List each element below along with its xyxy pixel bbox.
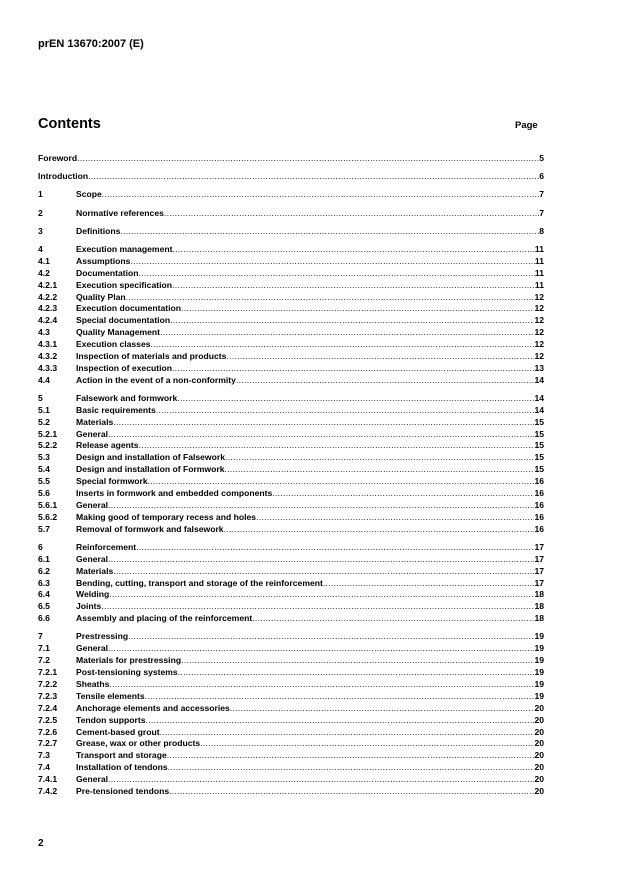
toc-entry-title[interactable]: General: [76, 499, 109, 510]
toc-entry[interactable]: [38, 524, 544, 536]
toc-dot-leader: [136, 542, 534, 554]
toc-entry[interactable]: [38, 774, 544, 786]
toc-dot-leader: [164, 208, 539, 220]
toc-entry-title[interactable]: Documentation: [76, 267, 139, 278]
toc-entry[interactable]: [38, 226, 544, 238]
toc-entry-number: 4.4: [38, 374, 50, 385]
toc-entry[interactable]: [38, 542, 544, 554]
toc-entry-page[interactable]: 18: [534, 613, 544, 624]
toc-entry-number: 7.2.1: [38, 667, 58, 678]
toc-entry[interactable]: [38, 268, 544, 280]
toc-dot-leader: [170, 315, 534, 327]
toc-entry[interactable]: [38, 208, 544, 220]
toc-entry-number: 3: [38, 225, 43, 236]
toc-entry-title[interactable]: Bending, cutting, transport and storage of the reinforcement: [76, 577, 323, 588]
toc-entry-title[interactable]: Transport and storage: [76, 750, 167, 761]
toc-entry[interactable]: [38, 500, 544, 512]
toc-entry-page[interactable]: 12: [534, 315, 544, 326]
toc-dot-leader: [167, 750, 535, 762]
toc-dot-leader: [148, 476, 535, 488]
toc-entry-title[interactable]: Post-tensioning systems: [76, 667, 178, 678]
toc-entry[interactable]: [38, 189, 544, 201]
toc-dot-leader: [160, 727, 535, 739]
toc-entry[interactable]: [38, 703, 544, 715]
toc-entry-title[interactable]: Assumptions: [76, 255, 131, 266]
toc-dot-leader: [200, 738, 534, 750]
toc-entry-title[interactable]: Assembly and placing of the reinforcement: [76, 613, 253, 624]
toc-dot-leader: [225, 464, 535, 476]
toc-dot-leader: [177, 393, 534, 405]
toc-entry-page[interactable]: 5: [539, 153, 544, 163]
toc-entry-page[interactable]: 17: [534, 577, 544, 588]
toc-entry-title[interactable]: Materials: [76, 565, 114, 576]
toc-entry-number: 7.4.2: [38, 786, 58, 797]
toc-entry-page[interactable]: 11: [534, 243, 544, 254]
toc-entry[interactable]: [38, 375, 544, 387]
toc-entry-number: 4.2.3: [38, 303, 58, 314]
toc-entry-number: 4.2.1: [38, 279, 58, 290]
toc-entry[interactable]: [38, 554, 544, 566]
toc-entry-number: 5.5: [38, 476, 50, 487]
contents-heading: Contents: [38, 116, 101, 132]
toc-entry-number: 4.3: [38, 327, 50, 338]
toc-dot-leader: [168, 762, 535, 774]
toc-entry-number: 7: [38, 631, 43, 642]
toc-dot-leader: [113, 417, 534, 429]
toc-entry[interactable]: [38, 417, 544, 429]
toc-entry-title[interactable]: Design and installation of Formwork: [76, 464, 225, 475]
toc-entry-page[interactable]: 15: [534, 452, 544, 463]
toc-entry-number: 5.4: [38, 464, 50, 475]
toc-entry[interactable]: [38, 429, 544, 441]
toc-entry[interactable]: [38, 691, 544, 703]
toc-entry-page[interactable]: 15: [534, 428, 544, 439]
toc-entry-title[interactable]: Inspection of materials and products: [76, 350, 227, 361]
toc-entry-page[interactable]: 20: [534, 774, 544, 785]
toc-entry-page[interactable]: 7: [539, 189, 544, 200]
toc-entry-title[interactable]: Normative references: [76, 207, 164, 218]
toc-entry-page[interactable]: 18: [534, 601, 544, 612]
toc-entry[interactable]: [38, 327, 544, 339]
toc-entry-page[interactable]: 20: [534, 738, 544, 749]
toc-entry-number: 2: [38, 207, 43, 218]
toc-entry-number: 5.1: [38, 404, 50, 415]
toc-entry[interactable]: [38, 613, 544, 625]
toc-entry-page[interactable]: 16: [534, 488, 544, 499]
toc-entry[interactable]: [38, 601, 544, 613]
table-of-contents: [38, 153, 544, 798]
toc-dot-leader: [128, 631, 534, 643]
toc-entry-title[interactable]: Introduction: [38, 171, 89, 182]
toc-entry-title[interactable]: Release agents: [76, 440, 139, 451]
toc-entry-page[interactable]: 6: [539, 171, 544, 182]
toc-entry-title[interactable]: General: [76, 428, 109, 439]
toc-entry[interactable]: [38, 679, 544, 691]
toc-dot-leader: [126, 292, 535, 304]
toc-entry-title[interactable]: Foreword: [38, 153, 78, 163]
toc-entry-number: 5.2.2: [38, 440, 58, 451]
toc-dot-leader: [113, 566, 534, 578]
toc-dot-leader: [139, 268, 535, 280]
toc-entry-title[interactable]: Removal of formwork and falsework: [76, 523, 224, 534]
toc-entry-number: 6: [38, 541, 43, 552]
toc-entry-page[interactable]: 20: [534, 750, 544, 761]
toc-dot-leader: [225, 452, 534, 464]
toc-entry[interactable]: [38, 715, 544, 727]
toc-entry-page[interactable]: 16: [534, 523, 544, 534]
toc-entry-number: 6.1: [38, 553, 50, 564]
toc-entry[interactable]: [38, 405, 544, 417]
toc-entry-page[interactable]: 11: [534, 255, 544, 266]
toc-entry[interactable]: [38, 476, 544, 488]
toc-entry-title[interactable]: Anchorage elements and accessories: [76, 702, 230, 713]
toc-entry-number: 5.2: [38, 416, 50, 427]
toc-entry-number: 7.2.6: [38, 726, 58, 737]
toc-dot-leader: [109, 679, 534, 691]
toc-entry[interactable]: [38, 631, 544, 643]
toc-dot-leader: [169, 786, 534, 798]
toc-dot-leader: [172, 280, 535, 292]
toc-entry-number: 7.4.1: [38, 774, 58, 785]
toc-entry[interactable]: [38, 589, 544, 601]
document-id: prEN 13670:2007 (E): [38, 38, 144, 50]
toc-entry-number: 4.2.4: [38, 315, 58, 326]
toc-entry[interactable]: [38, 303, 544, 315]
toc-entry[interactable]: [38, 256, 544, 268]
toc-entry[interactable]: [38, 566, 544, 578]
toc-entry-page[interactable]: 12: [534, 327, 544, 338]
toc-entry-page[interactable]: 8: [539, 225, 544, 236]
toc-entry-page[interactable]: 13: [534, 362, 544, 373]
toc-entry-title[interactable]: Making good of temporary recess and holes: [76, 511, 257, 522]
toc-entry[interactable]: [38, 452, 544, 464]
toc-entry[interactable]: [38, 244, 544, 256]
toc-entry-number: 6.3: [38, 577, 50, 588]
toc-entry-number: 7.1: [38, 643, 50, 654]
toc-entry[interactable]: [38, 440, 544, 452]
toc-dot-leader: [172, 363, 534, 375]
toc-dot-leader: [226, 351, 534, 363]
toc-entry-number: 5.6: [38, 488, 50, 499]
toc-entry-number: 6.6: [38, 613, 50, 624]
toc-entry-title[interactable]: Definitions: [76, 225, 121, 236]
toc-dot-leader: [120, 226, 539, 238]
toc-dot-leader: [108, 500, 534, 512]
page-number: 2: [38, 838, 44, 849]
toc-entry-number: 1: [38, 189, 43, 200]
toc-entry-number: 4.2: [38, 267, 50, 278]
toc-entry-title[interactable]: General: [76, 643, 109, 654]
toc-entry-page[interactable]: 16: [534, 499, 544, 510]
toc-entry[interactable]: [38, 393, 544, 405]
toc-dot-leader: [108, 774, 534, 786]
toc-entry-title[interactable]: Reinforcement: [76, 541, 137, 552]
toc-dot-leader: [151, 339, 535, 351]
toc-entry-number: 5.7: [38, 523, 50, 534]
toc-dot-leader: [224, 524, 535, 536]
toc-entry[interactable]: [38, 488, 544, 500]
toc-entry-page[interactable]: 20: [534, 726, 544, 737]
toc-entry-number: 7.2: [38, 655, 50, 666]
toc-dot-leader: [252, 613, 534, 625]
toc-entry-page[interactable]: 20: [534, 714, 544, 725]
toc-entry-page[interactable]: 20: [534, 762, 544, 773]
toc-entry-title[interactable]: Inspection of execution: [76, 362, 172, 373]
toc-entry[interactable]: [38, 153, 544, 165]
toc-entry-page[interactable]: 19: [534, 655, 544, 666]
toc-dot-leader: [181, 303, 534, 315]
toc-entry-page[interactable]: 19: [534, 690, 544, 701]
toc-dot-leader: [102, 189, 539, 201]
toc-entry-number: 7.3: [38, 750, 50, 761]
toc-entry-page[interactable]: 17: [534, 553, 544, 564]
toc-entry-title[interactable]: Grease, wax or other products: [76, 738, 201, 749]
toc-entry-title[interactable]: Design and installation of Falsework: [76, 452, 225, 463]
toc-entry-page[interactable]: 14: [534, 404, 544, 415]
toc-entry-title[interactable]: Quality Management: [76, 327, 161, 338]
toc-entry[interactable]: [38, 750, 544, 762]
toc-entry-title[interactable]: Installation of tendons: [76, 762, 168, 773]
toc-dot-leader: [323, 578, 535, 590]
toc-dot-leader: [130, 256, 534, 268]
toc-entry-title[interactable]: Quality Plan: [76, 291, 126, 302]
toc-entry-page[interactable]: 19: [534, 667, 544, 678]
toc-entry-page[interactable]: 15: [534, 440, 544, 451]
toc-entry-page[interactable]: 16: [534, 511, 544, 522]
toc-entry-number: 6.4: [38, 589, 50, 600]
toc-entry-page[interactable]: 12: [534, 339, 544, 350]
toc-entry[interactable]: [38, 738, 544, 750]
toc-entry-number: 4: [38, 243, 43, 254]
toc-entry-number: 4.3.1: [38, 339, 58, 350]
toc-entry-number: 5.6.2: [38, 511, 58, 522]
toc-entry-page[interactable]: 19: [534, 643, 544, 654]
toc-dot-leader: [77, 153, 539, 165]
toc-entry-page[interactable]: 20: [534, 702, 544, 713]
toc-entry-number: 7.2.3: [38, 690, 58, 701]
toc-entry[interactable]: [38, 315, 544, 327]
toc-entry-number: 7.2.4: [38, 702, 58, 713]
toc-entry-number: 5.6.1: [38, 499, 58, 510]
toc-dot-leader: [145, 691, 535, 703]
toc-entry-page[interactable]: 18: [534, 589, 544, 600]
toc-entry-number: 6.2: [38, 565, 50, 576]
toc-dot-leader: [272, 488, 534, 500]
toc-entry-page[interactable]: 19: [534, 631, 544, 642]
toc-dot-leader: [172, 244, 534, 256]
toc-dot-leader: [230, 703, 535, 715]
toc-dot-leader: [108, 554, 534, 566]
toc-entry[interactable]: [38, 643, 544, 655]
toc-entry[interactable]: [38, 512, 544, 524]
toc-entry-title[interactable]: Materials: [76, 416, 114, 427]
toc-dot-leader: [139, 440, 535, 452]
toc-dot-leader: [101, 601, 534, 613]
toc-entry-title[interactable]: Joints: [76, 601, 102, 612]
toc-entry-page[interactable]: 11: [534, 267, 544, 278]
toc-entry[interactable]: [38, 464, 544, 476]
toc-entry-number: 4.3.3: [38, 362, 58, 373]
toc-dot-leader: [160, 327, 534, 339]
toc-entry[interactable]: [38, 351, 544, 363]
toc-entry-title[interactable]: Execution management: [76, 243, 173, 254]
toc-dot-leader: [109, 589, 534, 601]
toc-entry-page[interactable]: 15: [534, 416, 544, 427]
toc-entry-page[interactable]: 14: [534, 392, 544, 403]
toc-entry[interactable]: [38, 667, 544, 679]
toc-entry-page[interactable]: 20: [534, 786, 544, 797]
toc-entry-number: 6.5: [38, 601, 50, 612]
toc-dot-leader: [181, 655, 534, 667]
toc-dot-leader: [108, 429, 534, 441]
toc-entry-title[interactable]: Scope: [76, 189, 102, 200]
toc-entry-title[interactable]: Special documentation: [76, 315, 171, 326]
toc-entry-title[interactable]: Tensile elements: [76, 690, 145, 701]
toc-dot-leader: [178, 667, 535, 679]
page-column-label: Page: [515, 120, 538, 131]
toc-entry-title[interactable]: Welding: [76, 589, 110, 600]
toc-entry-number: 5.2.1: [38, 428, 58, 439]
toc-entry-title[interactable]: Sheaths: [76, 679, 110, 689]
toc-entry-page[interactable]: 16: [534, 476, 544, 487]
toc-entry[interactable]: [38, 339, 544, 351]
toc-entry-page[interactable]: 17: [534, 565, 544, 576]
toc-entry-title[interactable]: Basic requirements: [76, 404, 156, 415]
toc-entry-page[interactable]: 19: [534, 679, 544, 689]
toc-dot-leader: [156, 405, 535, 417]
toc-entry-page[interactable]: 15: [534, 464, 544, 475]
toc-entry-number: 5: [38, 392, 43, 403]
toc-dot-leader: [256, 512, 534, 524]
toc-entry-page[interactable]: 11: [534, 279, 544, 290]
toc-entry-title[interactable]: Inserts in formwork and embedded components: [76, 488, 273, 499]
toc-entry-title[interactable]: General: [76, 774, 109, 785]
toc-entry-title[interactable]: Falsework and formwork: [76, 392, 178, 403]
toc-entry-title[interactable]: Cement-based grout: [76, 726, 160, 737]
toc-dot-leader: [88, 171, 539, 183]
toc-entry[interactable]: [38, 786, 544, 798]
toc-dot-leader: [108, 643, 534, 655]
toc-dot-leader: [236, 375, 534, 387]
toc-entry-title[interactable]: Special formwork: [76, 476, 148, 487]
toc-entry-page[interactable]: 12: [534, 303, 544, 314]
toc-entry-number: 5.3: [38, 452, 50, 463]
toc-entry-number: 7.2.5: [38, 714, 58, 725]
toc-dot-leader: [146, 715, 535, 727]
toc-entry-page[interactable]: 17: [534, 541, 544, 552]
toc-entry-title[interactable]: Prestressing: [76, 631, 129, 642]
toc-entry[interactable]: [38, 655, 544, 667]
toc-entry-page[interactable]: 7: [539, 207, 544, 218]
toc-entry[interactable]: [38, 292, 544, 304]
toc-entry[interactable]: [38, 762, 544, 774]
toc-entry-title[interactable]: General: [76, 553, 109, 564]
toc-entry[interactable]: [38, 280, 544, 292]
toc-entry-number: 7.4: [38, 762, 50, 773]
toc-entry-number: 7.2.2: [38, 679, 58, 689]
toc-entry-title[interactable]: Materials for prestressing: [76, 655, 182, 666]
toc-entry[interactable]: [38, 727, 544, 739]
toc-entry-number: 7.2.7: [38, 738, 58, 749]
toc-entry[interactable]: [38, 171, 544, 183]
toc-entry-title[interactable]: Action in the event of a non-conformity: [76, 374, 236, 385]
toc-entry[interactable]: [38, 578, 544, 590]
toc-entry-number: 4.2.2: [38, 291, 58, 302]
toc-entry-title[interactable]: Execution classes: [76, 339, 151, 350]
toc-entry-page[interactable]: 14: [534, 374, 544, 385]
toc-entry-number: 4.1: [38, 255, 50, 266]
toc-entry-number: 4.3.2: [38, 350, 58, 361]
toc-entry-title[interactable]: Tendon supports: [76, 714, 146, 725]
toc-entry-title[interactable]: Execution specification: [76, 279, 172, 290]
toc-entry-page[interactable]: 12: [534, 291, 544, 302]
toc-entry-title[interactable]: Execution documentation: [76, 303, 182, 314]
toc-entry-page[interactable]: 12: [534, 350, 544, 361]
toc-entry[interactable]: [38, 363, 544, 375]
toc-entry-title[interactable]: Pre-tensioned tendons: [76, 786, 170, 797]
